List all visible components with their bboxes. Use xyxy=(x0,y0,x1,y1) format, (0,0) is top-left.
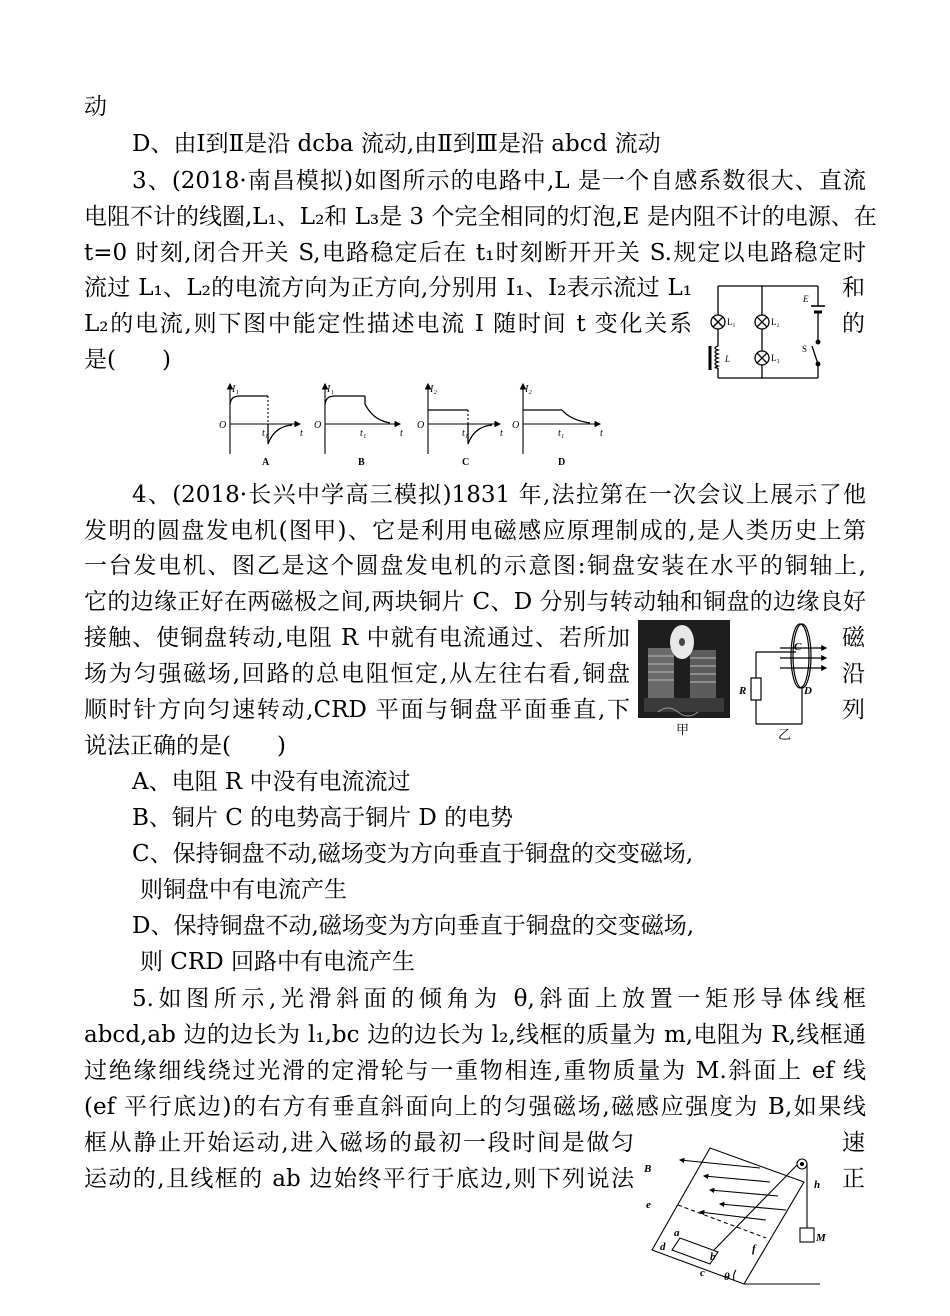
question-4-line-6: 场为匀强磁场,回路的总电阻恒定,从左往右看,铜盘 xyxy=(84,661,630,687)
question-5-line-4: (ef 平行底边)的右方有垂直斜面向上的匀强磁场,磁感应强度为 B,如果线 xyxy=(84,1094,866,1120)
graph-b-t: t xyxy=(400,428,403,439)
graph-d-t: t xyxy=(600,428,603,439)
label-d-corner: d xyxy=(660,1241,666,1253)
question-4-line-7: 顺时针方向匀速转动,CRD 平面与铜盘平面垂直,下 xyxy=(84,697,630,723)
question-4-line-5-end: 磁 xyxy=(842,625,865,651)
text-line: 动 xyxy=(84,94,107,120)
label-m: M xyxy=(816,1232,826,1244)
graph-b xyxy=(314,384,403,468)
graph-b-label: B xyxy=(358,457,365,468)
question-3-line-2: 电阻不计的线圈,L₁、L₂和 L₃是 3 个完全相同的灯泡,E 是内阻不计的电源、在 xyxy=(84,204,877,230)
question-3-line-4-end: 和 xyxy=(842,275,865,301)
label-inductor: L xyxy=(725,354,731,364)
question-4-line-6-end: 沿 xyxy=(842,661,865,687)
label-d: D xyxy=(804,685,812,697)
question-4-line-8: 说法正确的是( ) xyxy=(84,733,286,759)
graph-d-label: D xyxy=(558,457,566,468)
label-l3: L₃ xyxy=(771,353,780,363)
question-5-line-5: 框从静止开始运动,进入磁场的最初一段时间是做匀 xyxy=(84,1130,634,1156)
graph-d xyxy=(512,384,603,468)
graph-b-t1: t₁ xyxy=(360,428,367,439)
graph-b-origin: O xyxy=(314,420,322,431)
question-4-line-2: 发明的圆盘发电机(图甲)、它是利用电磁感应原理制成的,是人类历史上第 xyxy=(84,518,866,544)
label-b: b xyxy=(710,1251,716,1263)
graph-d-origin: O xyxy=(512,420,520,431)
option-a: A、电阻 R 中没有电流流过 xyxy=(132,769,411,795)
question-5-line-6-end: 正 xyxy=(842,1166,865,1192)
label-e-point: e xyxy=(646,1199,651,1211)
label-a: a xyxy=(674,1227,680,1239)
graph-c-label: C xyxy=(462,457,470,468)
question-4-line-3: 一台发电机、图乙是这个圆盘发电机的示意图:铜盘安装在水平的铜轴上, xyxy=(84,553,866,579)
graph-a xyxy=(219,384,303,468)
question-4-line-7-end: 列 xyxy=(842,697,865,723)
label-theta: θ xyxy=(724,1271,730,1283)
question-3-line-6: 是( ) xyxy=(84,347,171,373)
caption-jia: 甲 xyxy=(676,722,690,737)
graph-c-origin: O xyxy=(417,420,425,431)
graph-a-ylabel: I₁ xyxy=(232,384,239,395)
label-e: E xyxy=(803,294,809,304)
option-c: C、保持铜盘不动,磁场变为方向垂直于铜盘的交变磁场, xyxy=(132,841,694,867)
question-3-line-4: 流过 L₁、L₂的电流方向为正方向,分别用 I₁、I₂表示流过 L₁ xyxy=(84,275,692,301)
option-d-cont: 则 CRD 回路中有电流产生 xyxy=(140,949,415,975)
question-4-line-5: 接触、使铜盘转动,电阻 R 中就有电流通过、若所加 xyxy=(84,625,630,651)
question-4-line-4: 它的边缘正好在两磁极之间,两块铜片 C、D 分别与转动轴和铜盘的边缘良好 xyxy=(84,589,866,615)
question-4-line-1: 4、(2018·长兴中学高三模拟)1831 年,法拉第在一次会议上展示了他 xyxy=(132,482,866,508)
graph-c xyxy=(417,384,503,468)
caption-yi: 乙 xyxy=(778,727,792,740)
question-5-line-3: 过绝缘细线绕过光滑的定滑轮与一重物相连,重物质量为 M.斜面上 ef 线 xyxy=(84,1058,866,1084)
graph-c-ylabel: I₂ xyxy=(430,384,437,395)
question-3-line-3: t=0 时刻,闭合开关 S,电路稳定后在 t₁时刻断开开关 S.规定以电路稳定时 xyxy=(84,240,866,266)
question-5-line-6: 运动的,且线框的 ab 边始终平行于底边,则下列说法 xyxy=(84,1166,634,1192)
graph-a-t1: t₁ xyxy=(262,428,269,439)
graph-c-t1: t₁ xyxy=(462,428,469,439)
label-l2: L₂ xyxy=(771,317,780,327)
label-h: h xyxy=(814,1179,821,1191)
option-d-prev: D、由Ⅰ到Ⅱ是沿 dcba 流动,由Ⅱ到Ⅲ是沿 abcd 流动 xyxy=(132,131,661,157)
question-3-line-5-end: 的 xyxy=(842,311,865,337)
question-5-line-2: abcd,ab 边的边长为 l₁,bc 边的边长为 l₂,线框的质量为 m,电阻为 R,线框通 xyxy=(84,1022,866,1048)
label-l1: L₁ xyxy=(727,317,736,327)
question-3-line-1: 3、(2018·南昌模拟)如图所示的电路中,L 是一个自感系数很大、直流 xyxy=(132,168,866,194)
label-b-field: B xyxy=(644,1163,652,1175)
option-c-cont: 则铜盘中有电流产生 xyxy=(140,877,347,903)
option-d: D、保持铜盘不动,磁场变为方向垂直于铜盘的交变磁场, xyxy=(132,913,695,939)
graph-a-label: A xyxy=(262,457,270,468)
circuit-diagram xyxy=(700,276,830,388)
graph-a-t: t xyxy=(300,428,303,439)
label-c: C xyxy=(794,641,802,653)
question-5-line-5-end: 速 xyxy=(842,1130,865,1156)
option-b: B、铜片 C 的电势高于铜片 D 的电势 xyxy=(132,805,514,831)
label-c-corner: c xyxy=(700,1267,705,1279)
question-3-line-5: L₂的电流,则下图中能定性描述电流 I 随时间 t 变化关系 xyxy=(84,311,692,337)
incline-diagram xyxy=(640,1138,830,1288)
label-s: S xyxy=(802,344,808,354)
graph-c-t: t xyxy=(500,428,503,439)
question-5-line-1: 5.如图所示,光滑斜面的倾角为 θ,斜面上放置一矩形导体线框 xyxy=(132,986,866,1012)
graph-a-origin: O xyxy=(219,420,227,431)
label-r: R xyxy=(739,685,747,697)
label-f-point: f xyxy=(752,1243,756,1255)
current-time-graphs xyxy=(210,378,610,470)
faraday-disk-photo xyxy=(638,620,730,738)
graph-b-ylabel: I₁ xyxy=(327,384,334,395)
graph-d-ylabel: I₂ xyxy=(525,384,532,395)
graph-d-t1: t₁ xyxy=(558,428,565,439)
disk-schematic xyxy=(734,616,834,740)
